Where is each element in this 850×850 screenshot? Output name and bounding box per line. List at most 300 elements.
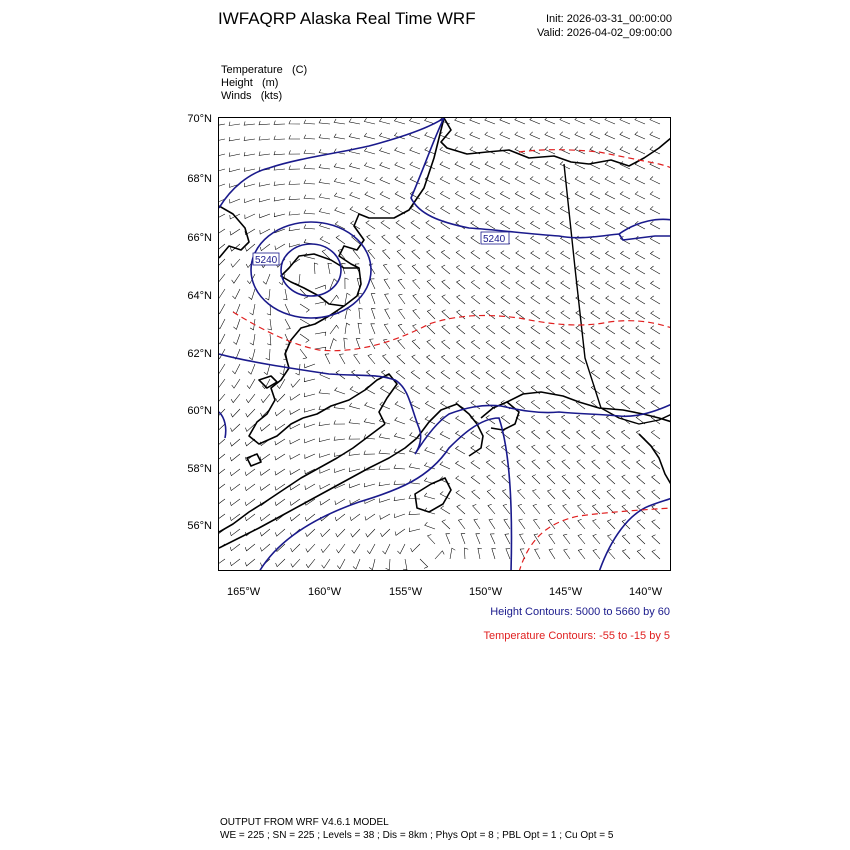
wind-barb [304,180,315,184]
wind-barb [652,490,660,499]
wind-barb [532,475,540,484]
wind-barb [304,150,315,154]
wind-barb [637,550,645,559]
wind-barb [651,356,660,364]
wind-barb [533,504,540,514]
wind-barb [340,354,346,364]
wind-barb [486,280,495,289]
wind-barb [304,195,315,199]
wind-barb [531,236,540,244]
wind-barb [244,152,255,156]
wind-barb [276,394,285,402]
wind-barb [650,251,660,259]
wind-barb [383,264,390,274]
temperature-contour-legend: Temperature Contours: -55 to -15 by 5 [483,630,670,642]
wind-barb [442,295,450,304]
wind-barb [561,296,570,304]
wind-barb [350,207,360,214]
wind-barb [219,274,225,283]
wind-barb [380,162,390,169]
wind-barb [275,244,285,250]
wind-barb [369,559,375,570]
lon-label-160: 160°W [308,586,342,598]
wind-barb [636,326,645,334]
wind-barb [395,417,405,424]
wind-barb [380,192,390,200]
wind-barb [592,460,600,469]
wind-barb [487,490,495,499]
wind-barb [230,544,240,551]
wind-barb [353,559,360,569]
wind-barb [455,118,465,124]
wind-barb [621,266,631,274]
wind-barb [578,505,586,515]
wind-barb [383,355,391,365]
wind-barb [486,295,495,304]
wind-barb [500,206,510,214]
lat-label-64: 64°N [187,290,212,302]
wind-barb [230,439,240,446]
alaska-peninsula [219,424,385,532]
wind-barb [319,134,330,139]
wind-barb [367,235,375,244]
wind-barb [229,152,240,156]
wind-barb [219,168,225,172]
wind-barb [606,281,615,289]
wind-barb [274,121,285,125]
wind-barb [488,504,495,514]
lat-label-60: 60°N [187,405,212,417]
wind-barb [349,419,360,424]
wind-barb [456,250,465,259]
wind-barb [304,393,315,397]
wind-barb [486,340,495,349]
wind-barb [263,274,270,284]
wind-barb [349,435,360,439]
wind-barb [441,386,450,394]
wind-barb [267,334,271,345]
wind-barb [607,445,615,454]
wind-barb [546,281,555,289]
wind-barb [398,339,405,349]
wind-barb [606,296,615,304]
wind-barb [593,549,600,559]
wind-barb [319,422,330,426]
wind-barb [487,475,495,484]
wind-barb [515,132,525,139]
wind-barb [636,296,645,304]
wind-barb [219,304,225,314]
wind-barb [290,439,300,444]
wind-barb [265,289,270,300]
wind-barb [520,534,526,544]
wind-barb [516,221,526,229]
wind-barb [531,311,540,320]
wind-barb [546,251,555,259]
wind-barb [500,176,510,184]
wind-barb [319,149,330,154]
wind-barb [230,229,240,235]
wind-barb [442,265,450,274]
wind-barb [274,182,285,186]
wind-barb [562,475,570,484]
wind-barb [260,484,270,490]
wind-barb [457,310,465,319]
wind-barb [548,490,556,500]
wind-barb [501,415,510,424]
wind-barb [545,132,555,139]
wind-barb [606,385,615,394]
wind-barb [637,490,645,499]
wind-barb [426,386,435,394]
wind-barb [274,166,285,170]
wind-barb [304,165,315,169]
wind-barb [219,122,225,126]
wind-barb [330,339,337,349]
wind-barb [322,559,330,568]
wind-barb [530,176,540,184]
wind-barb [474,519,480,529]
wind-barb [485,132,495,139]
height-contour-low-inner [281,244,341,296]
wind-barb [650,132,660,139]
wind-barb [245,199,255,203]
wind-barb [591,341,600,350]
wind-barb [560,191,570,199]
wind-barb [289,227,300,231]
wind-barb [289,135,300,139]
wind-barb [607,490,615,499]
wind-barb [425,132,435,139]
wind-barb [412,265,420,274]
wind-barb [349,468,360,472]
wind-barb [471,250,480,259]
wind-barb [636,400,645,409]
wind-barb [274,197,285,201]
wind-barb [590,176,600,184]
wind-barb [486,325,495,334]
wind-barb [290,394,300,400]
wind-barb [245,484,255,491]
wind-barb [561,415,570,424]
wind-barb [289,181,300,185]
wind-barb [500,191,510,199]
wind-barb [425,447,435,454]
wind-barb [219,184,225,188]
wind-barb [546,236,556,244]
wind-barb [456,416,465,424]
wind-barb [577,490,585,499]
wind-barb [315,332,326,336]
wind-barb [590,191,600,199]
wind-barb [546,221,556,229]
wind-barb [244,183,255,187]
wind-barb [457,340,466,349]
wind-barb [219,514,225,521]
wind-barb [531,296,540,305]
wind-barb [365,163,376,170]
height-contour-south [259,418,512,571]
wind-barb [652,460,661,469]
wind-barb [547,445,555,454]
wind-barb [289,120,300,124]
height-contour-west [219,118,444,208]
wind-barb [592,430,601,439]
wind-barb [426,370,435,379]
wind-barb [530,206,540,214]
wind-barb [606,356,615,365]
wind-barb [244,167,255,171]
wind-barb [411,386,420,394]
wind-barb [399,309,405,319]
wind-barb [607,430,616,439]
wind-barb [470,191,480,199]
wind-barb [548,504,555,514]
wind-barb [276,559,285,567]
wind-barb [650,177,660,185]
wind-barb [440,176,450,184]
lat-label-62: 62°N [187,348,212,360]
temp-contour-north [519,150,671,168]
wind-barb [620,176,630,184]
field-temperature [221,64,307,76]
wind-barb [500,162,510,170]
wind-barb [426,221,435,230]
wind-barb [534,519,541,529]
wind-barb [532,460,540,469]
wind-barb [304,378,315,382]
wind-barb [314,263,318,274]
wind-barb [350,192,360,199]
wind-barb [516,385,525,394]
lat-label-70: 70°N [187,113,212,125]
wind-barb [590,206,600,214]
wind-barb [652,550,660,559]
wind-barb [606,400,615,409]
wind-barb [591,355,600,364]
wind-barb [350,178,361,184]
height-contour-5240 [411,118,671,238]
wind-barb [545,118,555,124]
wind-barb [478,548,482,559]
wind-barb [384,324,390,334]
wind-barb [605,191,615,199]
wind-barb [577,475,585,484]
wind-barb [410,118,421,124]
wind-barb [593,534,600,544]
wind-barb [410,147,420,154]
wind-barb [371,309,375,319]
wind-barb [637,475,645,484]
wind-barb [368,354,375,364]
wind-barb [620,118,630,124]
wind-barb [335,469,345,473]
model-info-line1: OUTPUT FROM WRF V4.6.1 MODEL [220,817,389,828]
wind-barb [231,409,240,417]
nunivak-island [247,454,261,466]
wind-barb [635,177,645,185]
wind-barb [305,364,315,368]
wind-barb [426,235,435,244]
wind-barb [398,279,405,289]
wind-barb [440,462,450,469]
contour-labels [253,232,509,266]
wind-barb [380,514,390,519]
wind-barb [219,334,225,344]
wind-barb [230,559,240,566]
wind-barb [290,514,300,521]
wind-barb [485,162,495,170]
wind-barb [590,132,600,139]
wind-barb [531,355,540,364]
wind-barb [219,289,225,298]
wind-barb [345,323,350,334]
wind-barb [501,325,510,334]
wind-barb [561,400,570,409]
wind-barb [334,436,345,440]
wind-barb [245,499,255,506]
wind-barb [380,177,390,184]
wind-barb [394,497,405,501]
wind-barb [531,266,540,274]
wind-barb [651,296,660,304]
wind-barb [605,221,615,229]
arctic-coastline [441,118,671,166]
wind-barb [456,370,465,379]
wind-barb [379,450,390,454]
wind-barb [260,229,270,234]
height-label-5240-east: 5240 [483,234,506,245]
wind-barb [605,118,615,124]
wind-barb [219,259,225,267]
wind-barb [501,251,510,259]
wind-barb [561,340,570,349]
wind-barb [305,514,315,521]
wind-barb [560,132,570,139]
wind-barb [561,370,570,379]
wind-barb [470,162,480,170]
lat-label-56: 56°N [187,520,212,532]
wind-barb [621,326,630,334]
wind-barb [471,385,480,394]
wind-barb [620,147,630,154]
wind-barb [364,418,375,424]
wind-barb [244,137,255,141]
wind-barb [229,122,240,126]
wind-barb [260,529,270,536]
wind-barb [260,424,270,431]
wind-barb [516,355,525,364]
wind-barb [319,438,330,442]
wind-barb [517,460,525,469]
wind-barb [386,559,390,570]
wind-barb [651,400,660,409]
wind-barb [516,430,525,439]
wind-barb [291,544,300,552]
wind-barb [394,481,405,485]
wind-barb [516,236,525,244]
lat-label-66: 66°N [187,232,212,244]
wind-barb [605,236,615,244]
wind-barb [606,311,615,319]
wind-barb [259,182,270,186]
wind-barb [364,148,375,154]
wind-barb [547,475,555,484]
wind-barb [398,324,405,334]
wind-barb [591,415,600,424]
wind-barb [471,236,480,244]
wind-barb [605,147,615,154]
coastline [219,118,671,548]
wind-barb [637,460,646,469]
wind-barb [300,289,308,299]
wind-barb [412,355,420,364]
wind-barb [546,355,555,364]
wind-barb [232,364,240,374]
wind-barb [397,544,405,554]
chukotka-coast [219,206,249,258]
wind-barb [501,385,510,394]
wind-barb [394,465,405,469]
wind-barb [275,469,285,475]
wind-barb [519,519,525,529]
wind-barb [305,454,315,458]
wind-barb [365,514,375,520]
wind-barb [636,341,645,349]
wind-barb [365,206,375,214]
wind-barb [381,529,391,537]
wind-barb [549,534,555,544]
wind-barb [515,162,525,170]
lon-label-165: 165°W [227,586,261,598]
wind-barb [516,370,525,379]
wind-barb [485,118,495,124]
wind-barb [320,453,331,457]
model-info-line2: WE = 225 ; SN = 225 ; Levels = 38 ; Dis = 8km ; Phys Opt = 8 ; PBL Opt = 1 ; Cu Opt = 5 [220,830,614,841]
wind-barb [564,549,570,559]
wind-barb [349,403,360,409]
wind-barb [413,294,420,304]
wind-barb [518,490,526,500]
wind-barb [620,132,630,139]
wind-barb [397,235,406,244]
wind-barb [319,119,330,124]
wind-barb [486,385,495,394]
wind-barb [381,386,391,394]
wind-barb [305,439,315,443]
northwest-coastline [339,118,444,268]
wind-barb [330,325,339,334]
wind-barb [456,461,466,469]
wind-barb [379,482,390,486]
wind-barb [365,177,375,184]
wind-barb [290,409,300,414]
wind-barb [501,370,510,379]
wind-barb [335,499,345,505]
wind-barb [455,176,465,184]
wind-barb [219,229,225,235]
wind-barb [501,355,510,364]
wind-barb [371,294,375,304]
wind-barb [399,294,406,304]
wind-barb [379,133,390,139]
wind-barb [516,281,525,290]
wind-barb [576,251,585,259]
wind-barb [621,341,630,349]
wind-barb [651,341,660,349]
wind-barb [636,266,646,274]
wind-barb [546,296,555,304]
